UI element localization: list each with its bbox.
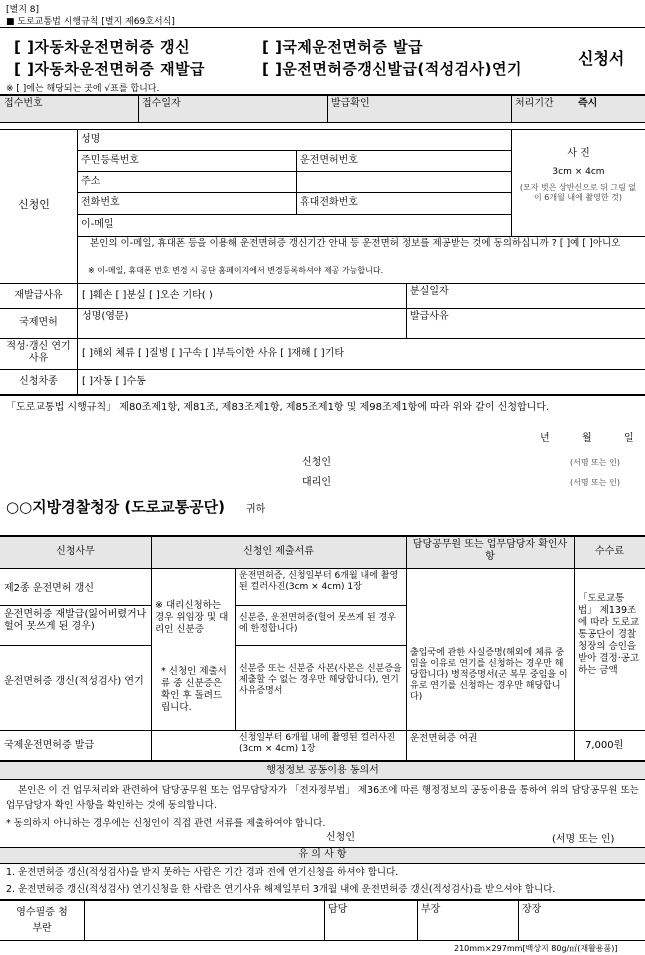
col-confirm: 담당공무원 또는 업무담당자 확인사항: [412, 539, 568, 562]
recipient-suffix: 귀하: [246, 504, 266, 515]
rule-reference: ■ 도로교통법 시행규칙 [별지 제69호서식]: [6, 17, 175, 27]
col-fee: 수수료: [595, 546, 624, 557]
chief-label: 장장: [522, 904, 542, 915]
notice-item-2: 2. 운전면허증 갱신(적성검사) 연기신청을 한 사람은 연기사유 해제일부터 3개월 내에 운전면허증 갱신(적성검사)을 받으셔야 합니다.: [6, 884, 556, 895]
period-label: 처리기간: [515, 98, 554, 109]
period-value: 즉시: [578, 98, 598, 109]
agent-note: ※ 대리신청하는 경우 위임장 및 대리인 신분증: [155, 600, 229, 635]
annex-label: [별지 8]: [6, 5, 39, 15]
statement-text: 「도로교통법 시행규칙」 제80조제1항, 제81조, 제83조제1항, 제85조제1항 및 제98조제1항에 따라 위와 같이 신청합니다.: [6, 402, 550, 413]
receipt-no-label: 접수번호: [4, 98, 43, 109]
sign-agent-label: 대리인: [302, 477, 331, 488]
phone-label: 전화번호: [81, 197, 120, 208]
date-day: 일: [624, 433, 634, 444]
license-no-label: 운전면허번호: [300, 155, 358, 166]
docs-row-2: 신분증, 운전면허증(헐어 못쓰게 된 경우에 한정합니다): [239, 613, 396, 634]
share-title: 행정정보 공동이용 동의서: [266, 765, 379, 776]
title-suffix: 신청서: [578, 49, 625, 68]
vehicle-type-label: 신청차종: [19, 376, 58, 387]
task-row-3: 운전면허증 갱신(적성검사) 연기: [4, 676, 144, 687]
sign-applicant-label: 신청인: [302, 457, 331, 468]
col-docs: 신청인 제출서류: [243, 546, 314, 557]
id-return-note: * 신청인 제출서류 중 신분증은 확인 후 돌려드립니다.: [161, 666, 227, 713]
consent-note: ※ 이-메일, 휴대폰 번호 변경 시 공단 홈페이지에서 변경등록하셔야 제공 가능합니다.: [88, 266, 384, 275]
docs-row-4: 신청일부터 6개월 내에 촬영된 컬러사진(3cm × 4cm) 1장: [239, 733, 396, 754]
email-label: 이-메일: [81, 219, 114, 230]
photo-title: 사 진: [567, 148, 590, 159]
name-label: 성명: [81, 134, 101, 145]
applicant-section-label: 신청인: [18, 198, 50, 211]
docs-row-1: 운전면허증, 신청일부터 6개월 내에 촬영된 컬러사진(3cm × 4cm) 1장: [239, 571, 399, 592]
address-label: 주소: [81, 176, 101, 187]
loss-date-label: 분실일자: [410, 286, 449, 297]
reissue-label: 재발급사유: [14, 290, 63, 301]
mobile-label: 휴대전화번호: [300, 197, 358, 208]
task-row-1: 제2종 운전면허 갱신: [4, 583, 94, 594]
rrn-label: 주민등록번호: [81, 155, 139, 166]
recipient-agency: ○○지방경찰청장 (도로교통공단): [6, 498, 225, 516]
share-sign-label: 신청인: [326, 832, 355, 843]
issue-confirm-label: 발급확인: [331, 98, 370, 109]
fee-row-4: 7,000원: [585, 740, 624, 751]
intl-reason-label: 발급사유: [410, 311, 449, 322]
sign-agent-note: (서명 또는 인): [570, 478, 620, 487]
vehicle-options[interactable]: [ ]자동 [ ]수동: [82, 376, 146, 387]
stamp-attach-label: 영수필증 첨부란: [16, 907, 68, 934]
sign-applicant-note: (서명 또는 인): [570, 458, 620, 467]
col-task: 신청사무: [56, 546, 95, 557]
task-row-4: 국제운전면허증 발급: [4, 740, 95, 751]
title-postpone: [ ]운전면허증갱신발급(적성검사)연기: [262, 60, 522, 78]
postpone-options[interactable]: [ ]해외 체류 [ ]질병 [ ]구속 [ ]부득이한 사유 [ ]재해 [ ]기타: [82, 348, 345, 359]
reissue-options[interactable]: [ ]훼손 [ ]분실 [ ]오손 기타( ): [82, 290, 213, 301]
person-in-charge-label: 담당: [328, 904, 348, 915]
share-note: * 동의하지 아니하는 경우에는 신청인이 직접 관련 서류를 제출하여야 합니다.: [6, 818, 326, 829]
confirm-row-4: 운전면허증 여권: [410, 733, 478, 744]
consent-text: 본인의 이-메일, 휴대폰 등을 이용해 운전면허증 갱신기간 안내 등 운전면허 정보를 제공받는 것에 동의하십니까 ? [ ]예 [ ]아니오: [90, 238, 621, 249]
instruction-text: ※ [ ]에는 해당되는 곳에 √표를 합니다.: [6, 84, 160, 94]
confirm-row-3: 출입국에 관한 사실증명(해외에 체류 중임을 이유로 연기를 신청하는 경우만 해당합니다) 병적증명서(군 복무 중임을 이유로 연기를 신청하는 경우만 해당합니다): [410, 648, 568, 702]
paper-spec: 210mm×297mm[백상지 80g/㎡(재활용품)]: [454, 944, 618, 953]
photo-size: 3cm × 4cm: [552, 167, 605, 177]
title-reissue: [ ]자동차운전면허증 재발급: [14, 60, 206, 78]
task-row-2: 운전면허증 재발급(잃어버렸거나 헐어 못쓰게 된 경우): [4, 609, 147, 632]
date-month: 월: [582, 433, 592, 444]
title-intl: [ ]국제운전면허증 발급: [262, 38, 424, 56]
notice-title: 유 의 사 항: [298, 849, 347, 860]
postpone-reason-label: 적성·갱신 연기사유: [6, 341, 71, 364]
intl-label: 국제면허: [19, 317, 58, 328]
date-year: 년: [540, 433, 550, 444]
receipt-date-label: 접수일자: [142, 98, 181, 109]
fee-note: 「도로교통법」 제139조에 따라 도로교통공단이 경찰청장의 승인을 받아 결정·공고하는 금액: [578, 593, 640, 676]
notice-item-1: 1. 운전면허증 갱신(적성검사)을 받지 못하는 사람은 기간 경과 전에 연기신청을 하셔야 합니다.: [6, 867, 399, 878]
share-sign-note: (서명 또는 인): [552, 834, 615, 845]
department-head-label: 부장: [421, 904, 441, 915]
title-renew: [ ]자동차운전면허증 갱신: [14, 38, 191, 56]
share-text: 본인은 이 건 업무처리와 관련하여 담당공무원 또는 업무담당자가 「전자정부법」 제36조에 따른 행정정보의 공동이용을 통하여 위의 담당공무원 또는 업무담당자 확인 사항을 확인하는 것에 동의합니다.: [6, 785, 639, 811]
photo-note: (모자 벗은 상반신으로 뒤 그림 없이 6개월 내에 촬영한 것): [519, 183, 637, 202]
docs-row-3: 신분증 또는 신분증 사본(사본은 신분증을 제출할 수 없는 경우만 해당합니다), 연기사유증명서: [239, 664, 402, 696]
intl-name-label: 성명(영문): [82, 311, 129, 322]
